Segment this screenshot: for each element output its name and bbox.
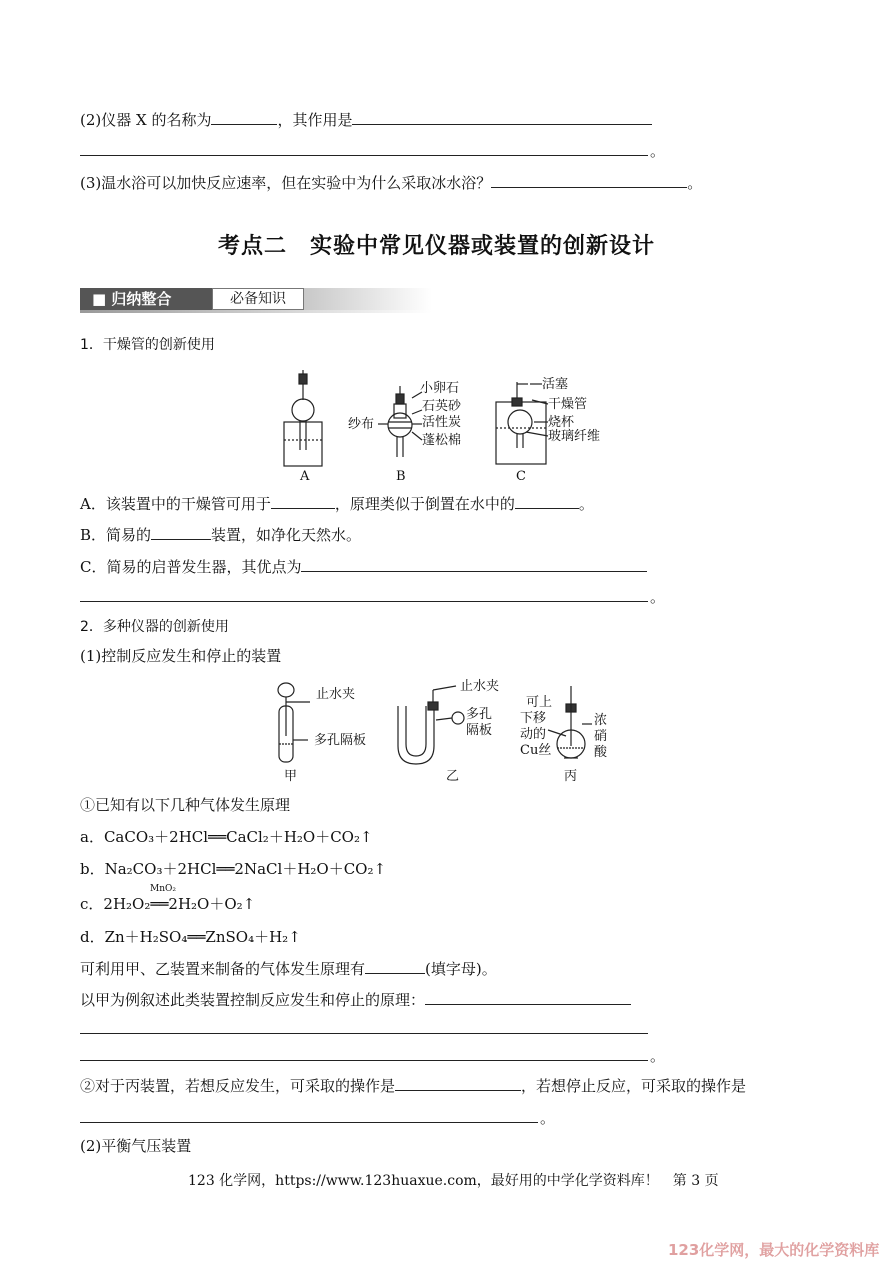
bing-question: ②对于丙装置，若想反应发生，可采取的操作是 ，若想停止反应，可采取的操作是 (80, 1074, 746, 1096)
svg-text:多孔: 多孔 (466, 707, 493, 722)
svg-text:隔板: 隔板 (466, 723, 493, 738)
answer-blank[interactable] (365, 957, 425, 974)
answer-line[interactable] (80, 155, 648, 156)
svg-text:活塞: 活塞 (542, 377, 569, 392)
svg-text:A: A (300, 469, 310, 484)
svg-text:止水夹: 止水夹 (316, 687, 356, 702)
svg-text:下移: 下移 (520, 711, 547, 726)
question-2: (2)仪器 X 的名称为 ，其作用是 (80, 108, 652, 130)
principle-question: 以甲为例叙述此类装置控制反应发生和停止的原理： (80, 988, 631, 1010)
question-3: (3)温水浴可以加快反应速率，但在实验中为什么采取冰水浴？ 。 (80, 171, 702, 193)
equation-a: a．CaCO₃＋2HCl══CaCl₂＋H₂O＋CO₂↑ (80, 828, 373, 846)
part1-heading: 1．干燥管的创新使用 (80, 337, 215, 353)
svg-text:Cu丝: Cu丝 (520, 743, 552, 758)
item-c: C．简易的启普发生器，其优点为 (80, 555, 647, 577)
banner-dark: ■ 归纳整合 (80, 288, 212, 310)
section-banner (80, 286, 432, 313)
watermark: 123化学网，最大的化学资料库 (668, 1241, 880, 1259)
page-footer: 123 化学网，https://www.123huaxue.com，最好用的中学化学资料库！ 第 3 页 (188, 1173, 719, 1189)
answer-blank[interactable] (425, 988, 631, 1005)
catalyst-label: MnO₂ (150, 884, 176, 894)
part2-heading: 2．多种仪器的创新使用 (80, 619, 229, 635)
control-device-figure (270, 676, 620, 786)
answer-blank[interactable] (211, 108, 277, 125)
svg-text:酸: 酸 (594, 745, 608, 760)
subheading-2: (2)平衡气压装置 (80, 1137, 192, 1155)
usable-question: 可利用甲、乙装置来制备的气体发生原理有 (填字母)。 (80, 957, 497, 979)
answer-line[interactable] (80, 1060, 648, 1061)
subheading-1: (1)控制反应发生和停止的装置 (80, 647, 282, 665)
svg-text:乙: 乙 (446, 769, 460, 784)
answer-blank[interactable] (491, 171, 687, 188)
svg-text:干燥管: 干燥管 (548, 397, 588, 412)
answer-blank[interactable] (151, 523, 211, 540)
answer-blank[interactable] (271, 492, 335, 509)
equation-c: c．2H₂O₂══2H₂O＋O₂↑ (80, 895, 256, 913)
item-b: B．简易的 装置，如净化天然水。 (80, 523, 361, 545)
answer-line[interactable] (80, 1122, 538, 1123)
answer-blank[interactable] (352, 108, 652, 125)
svg-text:活性炭: 活性炭 (422, 415, 462, 430)
svg-text:甲: 甲 (284, 769, 298, 784)
answer-line[interactable] (80, 1033, 648, 1034)
svg-text:石英砂: 石英砂 (422, 399, 462, 414)
answer-blank[interactable] (301, 555, 647, 572)
svg-text:止水夹: 止水夹 (460, 679, 500, 694)
item-a: A．该装置中的干燥管可用于 ，原理类似于倒置在水中的 。 (80, 492, 594, 514)
equation-b: b．Na₂CO₃＋2HCl══2NaCl＋H₂O＋CO₂↑ (80, 860, 387, 878)
drying-tube-figure (280, 362, 620, 484)
answer-blank[interactable] (515, 492, 579, 509)
equation-d: d．Zn＋H₂SO₄══ZnSO₄＋H₂↑ (80, 928, 301, 946)
svg-text:动的: 动的 (520, 727, 547, 742)
banner-light: 必备知识 (212, 288, 304, 310)
svg-text:烧杯: 烧杯 (548, 415, 575, 430)
svg-text:可上: 可上 (526, 695, 553, 710)
svg-text:多孔隔板: 多孔隔板 (314, 733, 367, 748)
section-title: 考点二 实验中常见仪器或装置的创新设计 (218, 234, 656, 259)
known-principles: ①已知有以下几种气体发生原理 (80, 796, 291, 814)
svg-text:小卵石: 小卵石 (420, 381, 460, 396)
svg-text:纱布: 纱布 (348, 417, 375, 432)
svg-text:浓: 浓 (594, 713, 608, 728)
beaker-a (284, 422, 322, 466)
svg-text:硝: 硝 (594, 729, 608, 744)
svg-text:丙: 丙 (564, 769, 578, 784)
svg-text:玻璃纤维: 玻璃纤维 (548, 429, 601, 444)
svg-text:蓬松棉: 蓬松棉 (422, 433, 462, 448)
answer-blank[interactable] (395, 1074, 521, 1091)
answer-line[interactable] (80, 601, 648, 602)
svg-text:C: C (516, 469, 526, 484)
svg-text:B: B (396, 469, 406, 484)
